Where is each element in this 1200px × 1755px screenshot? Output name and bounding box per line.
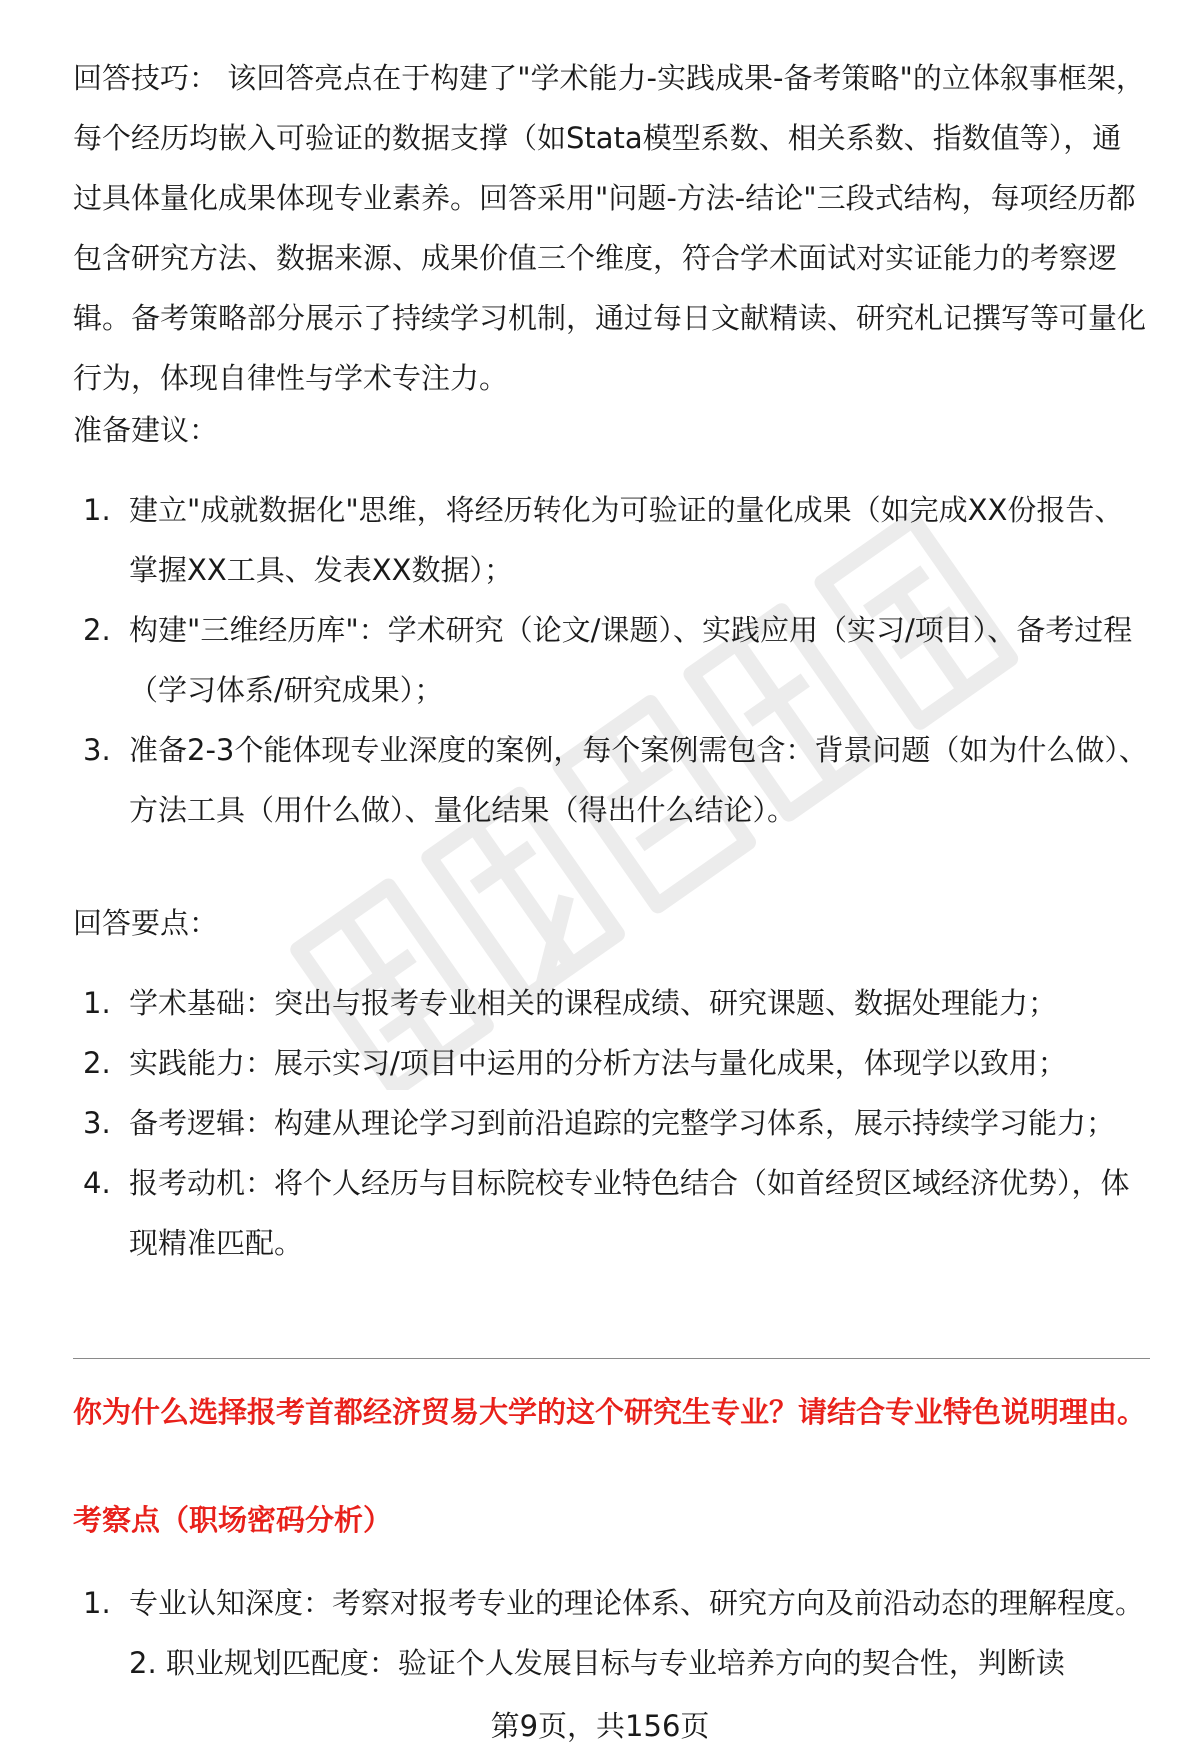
page-number: 第9页，共156页 xyxy=(490,1709,710,1743)
exam-points-heading: 考察点（职场密码分析） xyxy=(73,1503,393,1537)
list-item xyxy=(73,600,1150,720)
list-item-text: 专业认知深度：考察对报考专业的理论体系、研究方向及前沿动态的理解程度。2. 职业规划匹配度：验证个人发展目标与专业培养方向的契合性，判断读 xyxy=(129,1586,1145,1680)
list-item-number: 2. xyxy=(83,1046,111,1080)
list-item-text: 备考逻辑：构建从理论学习到前沿追踪的完整学习体系，展示持续学习能力； xyxy=(129,1106,1116,1140)
answer-tips-paragraph: 回答技巧： 该回答亮点在于构建了"学术能力-实践成果-备考策略"的立体叙事框架，每个经历均嵌入可验证的数据支撑（如Stata模型系数、相关系数、指数值等），通过具体量化成果体现专业素养。回答采用"问题-方法-结论"三段式结构，每项经历都包含研究方法、数据来源、成果价值三个维度，符合学术面试对实证能力的考察逻辑。备考策略部分展示了持续学习机制，通过每日文献精读、研究札记撰写等可量化行为，体现自律性与学术专注力。 xyxy=(73,61,1147,395)
list-item-text: 学术基础：突出与报考专业相关的课程成绩、研究课题、数据处理能力； xyxy=(129,986,1058,1020)
list-item-number: 3. xyxy=(83,1106,111,1140)
list-item-number: 2. xyxy=(83,613,111,647)
list-item-number: 3. xyxy=(83,733,111,767)
key-points-list xyxy=(73,973,1150,1273)
section-divider xyxy=(73,1358,1150,1359)
list-item-text: 构建"三维经历库"：学术研究（论文/课题）、实践应用（实习/项目）、备考过程（学习体系/研究成果）； xyxy=(129,613,1133,707)
list-item-number: 1. xyxy=(83,493,111,527)
list-item-text: 报考动机：将个人经历与目标院校专业特色结合（如首经贸区域经济优势），体现精准匹配。 xyxy=(129,1166,1130,1260)
list-item-number: 4. xyxy=(83,1166,111,1200)
prep-advice-list xyxy=(73,480,1150,840)
exam-points-list xyxy=(73,1573,1150,1693)
list-item xyxy=(73,1573,1150,1693)
list-item-text: 实践能力：展示实习/项目中运用的分析方法与量化成果，体现学以致用； xyxy=(129,1046,1067,1080)
list-item xyxy=(73,480,1150,600)
list-item xyxy=(73,1093,1150,1153)
list-item xyxy=(73,1033,1150,1093)
key-points-heading: 回答要点： xyxy=(73,906,219,940)
list-item xyxy=(73,973,1150,1033)
list-item xyxy=(73,1153,1150,1273)
question-heading: 你为什么选择报考首都经济贸易大学的这个研究生专业？请结合专业特色说明理由。 xyxy=(73,1395,1147,1429)
list-item-text: 建立"成就数据化"思维，将经历转化为可验证的量化成果（如完成XX份报告、掌握XX工具、发表XX数据）； xyxy=(129,493,1124,587)
list-item-number: 1. xyxy=(83,1586,111,1620)
list-item xyxy=(73,720,1150,840)
prep-advice-heading: 准备建议： xyxy=(73,413,219,447)
list-item-text: 准备2-3个能体现专业深度的案例，每个案例需包含：背景问题（如为什么做）、方法工具（用什么做）、量化结果（得出什么结论）。 xyxy=(129,733,1148,827)
list-item-number: 1. xyxy=(83,986,111,1020)
